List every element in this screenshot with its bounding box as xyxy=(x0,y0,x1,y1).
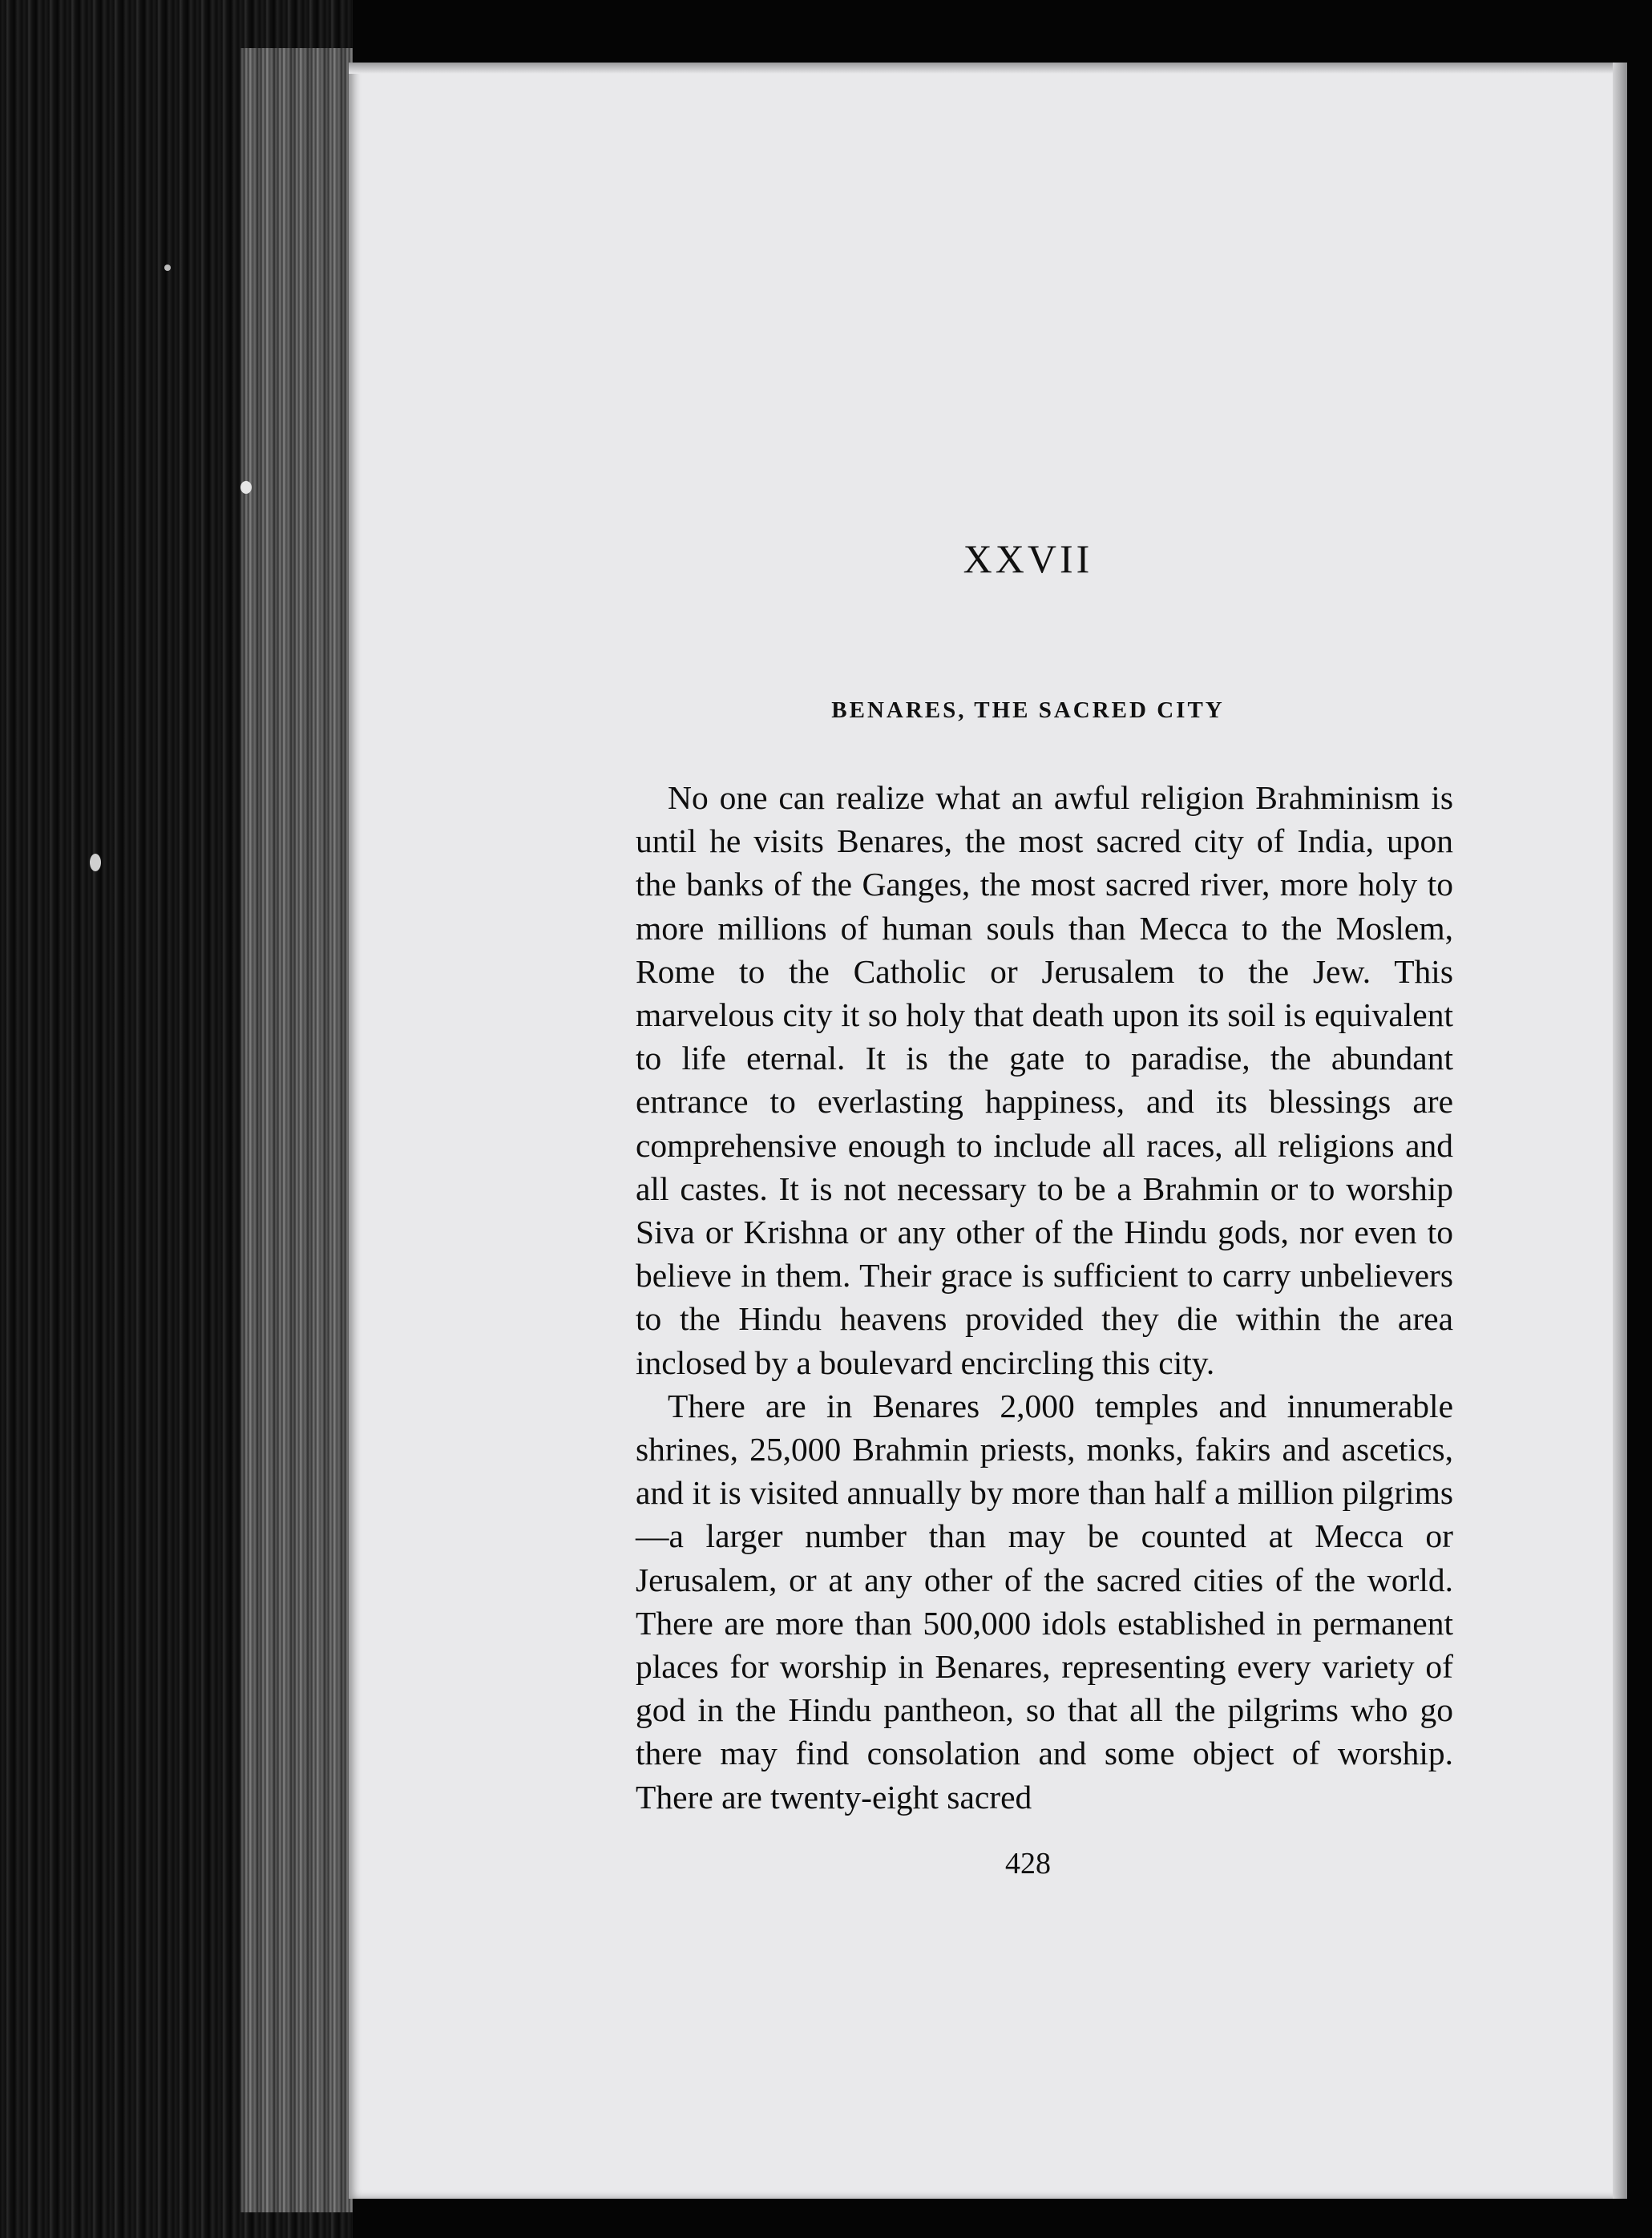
page-number: 428 xyxy=(1005,1847,1051,1880)
page-top-shadow xyxy=(349,63,1627,74)
paragraph: There are in Benares 2,000 temples and innumerable shrines, 25,000 Brahmin priests, monks, fakirs and ascetics, and it is visited annually by more than half a million pilgrims—a larger number than may be counted at Mecca or Jerusalem, or at any other of the sacred cities of the world. There are more than 500,000 idols established in permanent places for worship in Benares, representing every variety of god in the Hindu pantheon, so that all the pilgrims who go there may find consolation and some object of worship. There are twenty-eight sacred xyxy=(636,1387,1453,1816)
book-page xyxy=(349,63,1627,2199)
dust-speck xyxy=(164,265,171,271)
dust-speck xyxy=(90,854,101,871)
body-text xyxy=(636,776,1453,1819)
paragraph: No one can realize what an awful religion Brahminism is until he visits Benares, the most sacred city of India, upon the banks of the Ganges, the most sacred river, more holy to more millions of human souls than Mecca to the Moslem, Rome to the Catholic or Jerusalem to the Jew. This marvelous city it so holy that death upon its soil is equivalent to life eternal. It is the gate to paradise, the abundant entrance to everlasting happiness, and its blessings are comprehensive enough to include all races, all religions and all castes. It is not necessary to be a Brahmin or to worship Siva or Krishna or any other of the Hindu gods, nor even to believe in them. Their grace is sufficient to carry unbelievers to the Hindu heavens provided they die within the area inclosed by a boulevard encircling this city. xyxy=(636,779,1453,1381)
dust-speck xyxy=(240,481,252,494)
page-stack-edge xyxy=(240,48,353,2212)
chapter-title: BENARES, THE SACRED CITY xyxy=(831,697,1225,723)
chapter-number: XXVII xyxy=(963,536,1093,581)
